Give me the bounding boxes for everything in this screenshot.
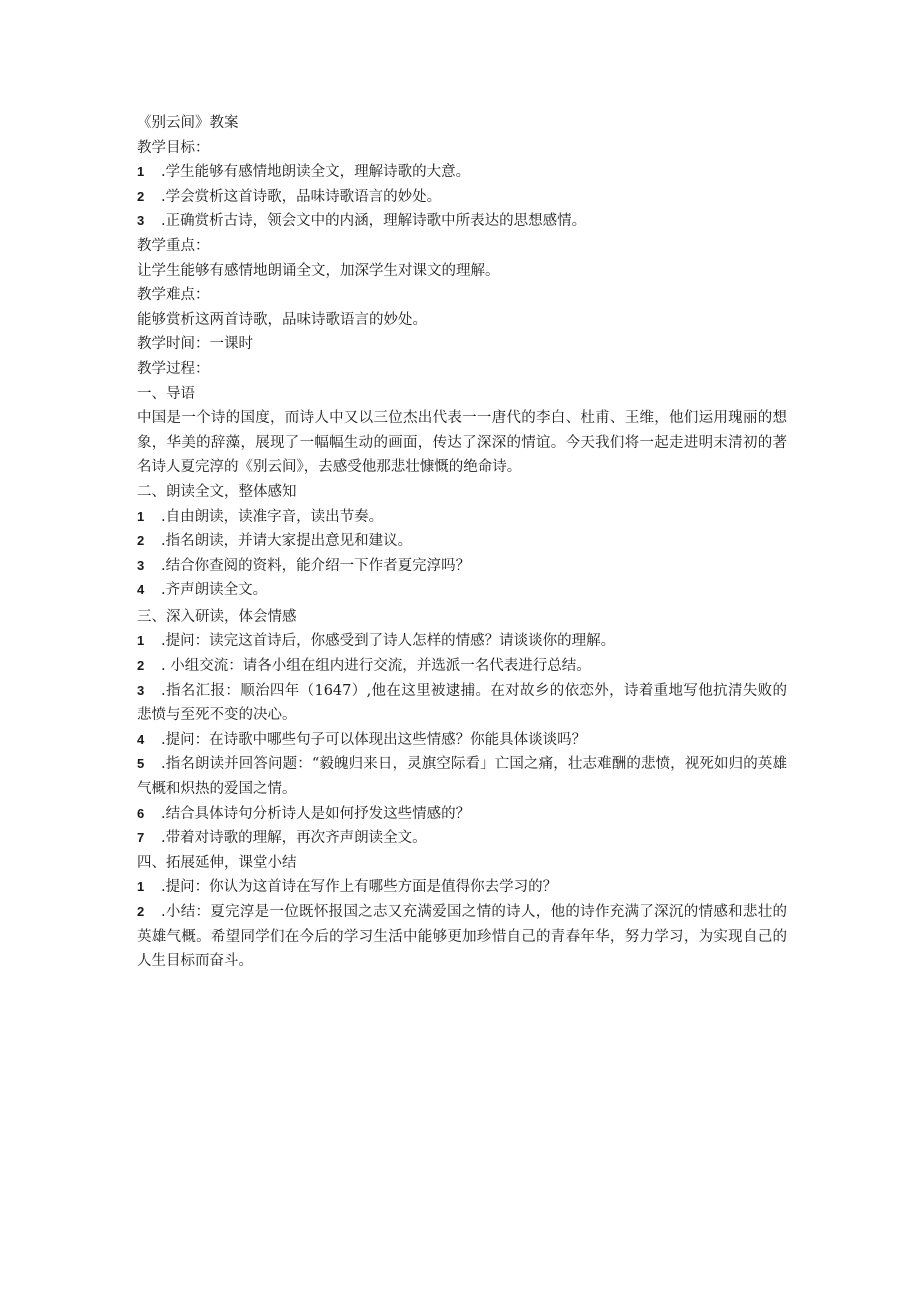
- list-item: [137, 679, 787, 728]
- item-number: 5: [137, 756, 145, 772]
- objectives-heading: 教学目标：: [137, 139, 210, 156]
- list-item: [137, 875, 787, 900]
- item-number: 1: [137, 879, 145, 895]
- objective-item: [137, 160, 787, 185]
- process-heading: 教学过程：: [137, 360, 210, 377]
- objective-item: [137, 185, 787, 210]
- section-paragraph: 中国是一个诗的国度，而诗人中又以三位杰出代表一一唐代的李白、杜甫、王维，他们运用瑰丽的想象，华美的辞藻，展现了一幅幅生动的画面，传达了深深的情谊。今天我们将一起走进明末清初的著名诗人夏完淳的《别云间》，去感受他那悲壮慷慨的绝命诗。: [137, 410, 787, 476]
- item-number: 2: [137, 658, 145, 674]
- item-number: 3: [137, 557, 145, 573]
- item-text: .自由朗读，读准字音，读出节奏。: [161, 508, 384, 525]
- item-number: 7: [137, 830, 145, 846]
- item-number: 1: [137, 164, 145, 180]
- section-heading: 二、朗读全文，整体感知: [137, 483, 297, 500]
- list-item: [137, 578, 787, 603]
- item-text: .结合具体诗句分析诗人是如何抒发这些情感的？: [161, 805, 471, 822]
- item-text: .学会赏析这首诗歌，品味诗歌语言的妙处。: [161, 188, 442, 205]
- difficulty-text: 能够赏析这两首诗歌，品味诗歌语言的妙处。: [137, 311, 427, 328]
- time-text: 教学时间：一课时: [137, 336, 253, 353]
- list-item: [137, 529, 787, 554]
- document-title: 《别云间》教案: [137, 115, 239, 131]
- list-item: [137, 629, 787, 654]
- key-heading: 教学重点：: [137, 237, 210, 254]
- list-item: [137, 654, 787, 679]
- item-number: 4: [137, 582, 145, 598]
- item-number: 1: [137, 508, 145, 524]
- item-text: . 小组交流：请各小组在组内进行交流，并选派一名代表进行总结。: [161, 658, 591, 675]
- item-number: 3: [137, 682, 145, 698]
- difficulty-heading: 教学难点：: [137, 287, 210, 304]
- item-number: 6: [137, 805, 145, 821]
- item-number: 4: [137, 731, 145, 747]
- objective-item: [137, 209, 787, 234]
- item-number: 2: [137, 904, 145, 919]
- list-item: [137, 554, 787, 579]
- item-text: .小结：夏完淳是一位既怀报国之志又充满爱国之情的诗人，他的诗作充满了深沉的情感和悲壮的英雄气概。希望同学们在今后的学习生活中能够更加珍惜自己的青春年华，努力学习，为实现自己的人生目标而奋斗。: [137, 904, 787, 970]
- item-text: .提问：在诗歌中哪些句子可以体现出这些情感？你能具体谈谈吗？: [161, 731, 587, 748]
- item-text: .指名汇报：顺治四年（1647）,他在这里被逮捕。在对故乡的依恋外，诗着重地写他抗清失败的悲愤与至死不变的决心。: [137, 682, 787, 724]
- list-item: [137, 505, 787, 530]
- item-text: .提问：你认为这首诗在写作上有哪些方面是值得你去学习的？: [161, 879, 558, 896]
- list-item: [137, 728, 787, 753]
- item-number: 2: [137, 188, 145, 204]
- section-heading: 三、深入研读，体会情感: [137, 608, 297, 625]
- item-text: .学生能够有感情地朗读全文，理解诗歌的大意。: [161, 164, 471, 181]
- list-item: [137, 900, 787, 974]
- item-text: .指名朗读，并请大家提出意见和建议。: [161, 533, 413, 550]
- item-text: .提问：读完这首诗后，你感受到了诗人怎样的情感？请谈谈你的理解。: [161, 633, 616, 650]
- item-number: 1: [137, 633, 145, 649]
- section-heading: 四、拓展延伸，课堂小结: [137, 854, 297, 871]
- item-text: .带着对诗歌的理解，再次齐声朗读全文。: [161, 830, 427, 847]
- list-item: [137, 826, 787, 851]
- document-page: [137, 111, 787, 974]
- list-item: [137, 752, 787, 801]
- list-item: [137, 802, 787, 827]
- item-text: .齐声朗读全文。: [161, 582, 268, 599]
- key-text: 让学生能够有感情地朗诵全文，加深学生对课文的理解。: [137, 262, 500, 279]
- item-number: 3: [137, 213, 145, 229]
- item-text: .结合你查阅的资料，能介绍一下作者夏完淳吗？: [161, 557, 471, 574]
- item-text: .正确赏析古诗，领会文中的内涵，理解诗歌中所表达的思想感情。: [161, 213, 587, 230]
- item-number: 2: [137, 533, 145, 549]
- item-text: .指名朗读并回答问题：“毅魄归来日，灵旗空际看」亡国之痛，壮志难酬的悲愤，视死如归的英雄气概和炽热的爱国之情。: [137, 756, 787, 798]
- section-heading: 一、导语: [137, 385, 195, 402]
